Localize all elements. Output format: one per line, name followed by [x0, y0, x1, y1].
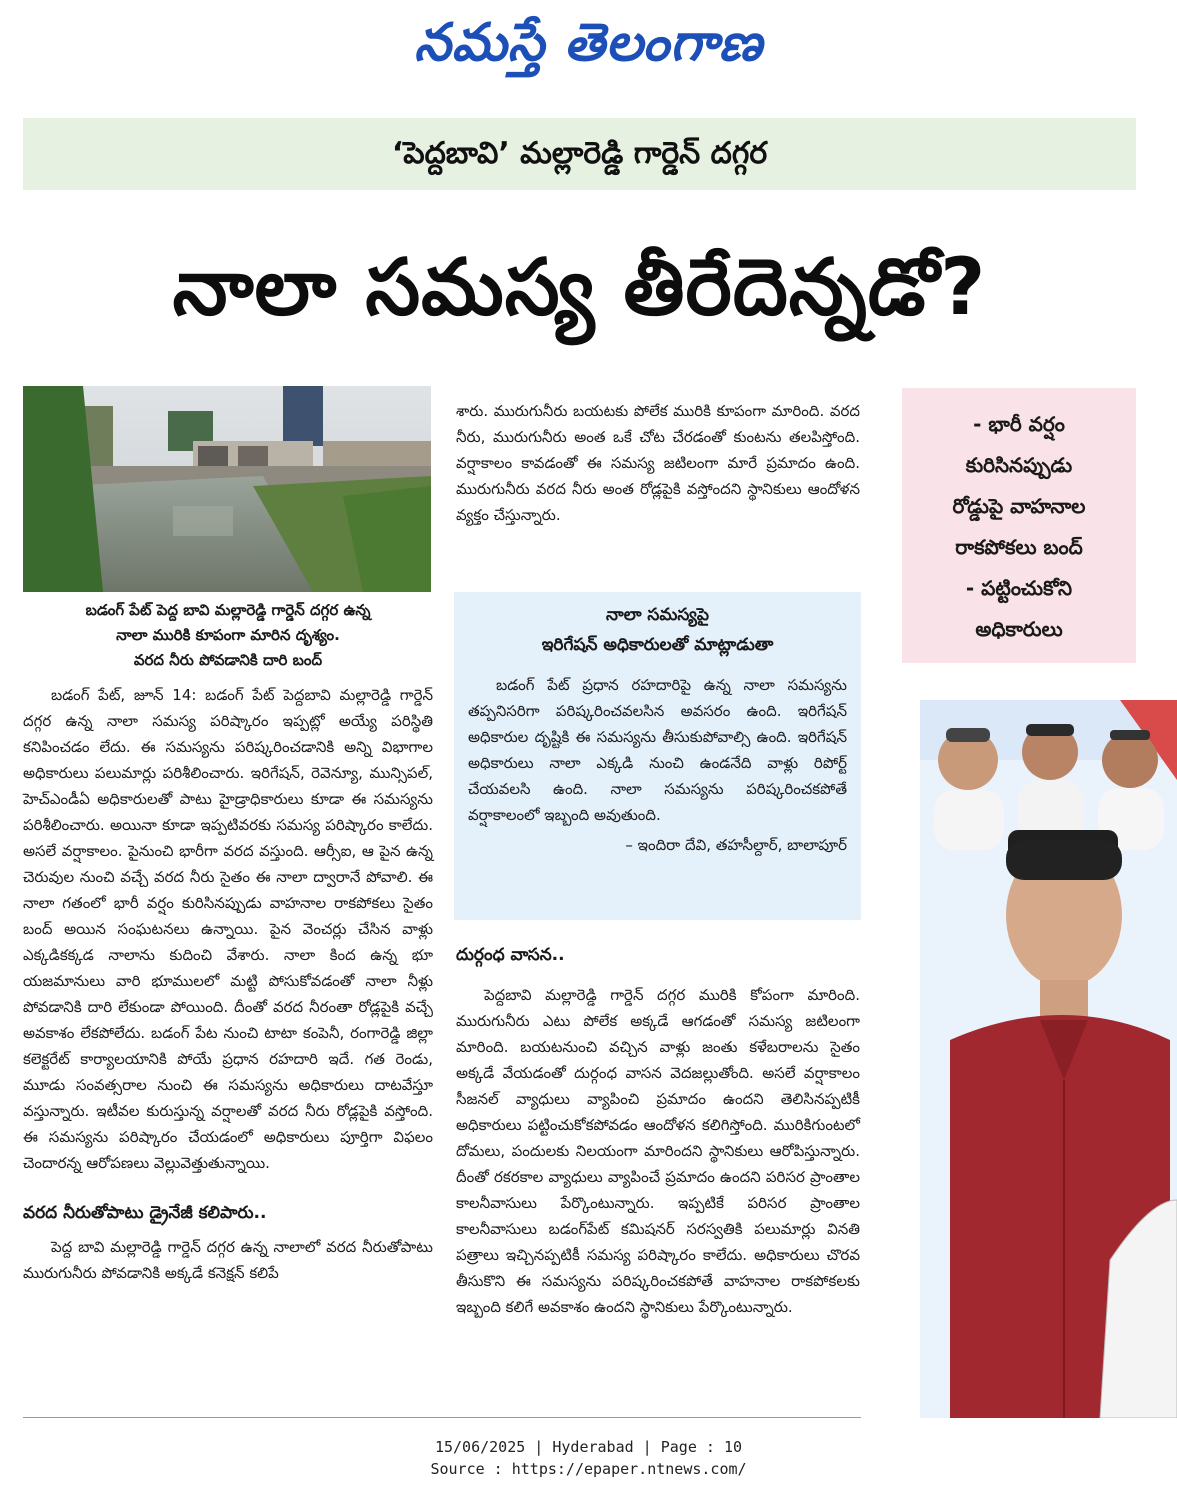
news-photo	[23, 386, 431, 592]
quote-paragraph: బడంగ్ పేట్ ప్రధాన రహదారిపై ఉన్న నాలా సమస్యను తప్పనిసరిగా పరిష్కరించవలసిన అవసరం ఉంది. ఇరిగేషన్ అధికారుల దృష్టికి ఈ సమస్యను తీసుకుపోవాల్సి ఉంది. ఇరిగేషన్ అధికారులు నాలా ఎక్కడి నుంచి ఉండనేది వాళ్లు రిపోర్ట్ చేయవలసి ఉంది. నాలా సమస్యను పరిష్కరించకపోతే వర్షాకాలంలో ఇబ్బంది అవుతుంది.	[468, 676, 847, 824]
footer-source: Source : https://epaper.ntnews.com/	[430, 1460, 747, 1478]
caption-line: నాలా మురికి కూపంగా మారిన దృశ్యం.	[116, 626, 340, 644]
article-column-1	[23, 682, 433, 1286]
highlight-line: రాకపోకలు బంద్	[955, 535, 1083, 559]
quote-signature: – ఇందిరా దేవి, తహసీల్దార్, బాలాపూర్	[625, 836, 847, 854]
politicians-ad-illustration	[920, 700, 1177, 1418]
highlight-line: - పట్టించుకోని	[965, 576, 1073, 600]
article-paragraph: పెద్ద బావి మల్లారెడ్డి గార్డెన్ దగ్గర ఉన్న నాలాలో వరద నీరుతోపాటు మురుగునీరు పోవడానికి అక్కడే కనెక్షన్ కలిపే	[23, 1238, 433, 1282]
highlights-box	[902, 388, 1136, 663]
caption-line: బడంగ్ పేట్ పెద్ద బావి మల్లారెడ్డి గార్డెన్ దగ్గర ఉన్న	[85, 601, 371, 619]
quote-title-line: నాలా సమస్యపై	[606, 605, 709, 625]
article-column-2	[456, 398, 860, 528]
article-paragraph: శారు. మురుగునీరు బయటకు పోలేక మురికి కూపంగా మారింది. వరద నీరు, మురుగునీరు అంత ఒకే చోట చేరడంతో కుంటను తలపిస్తోంది. వర్షాకాలం కావడంతో ఈ సమస్య జటిలంగా మారే ప్రమాదం ఉంది. మురుగునీరు వరద నీరు అంత రోడ్లపైకి వస్తోందని స్థానికులు ఆందోళన వ్యక్తం చేస్తున్నారు.	[456, 402, 860, 524]
official-quote-box	[454, 592, 861, 920]
kicker-text: ‘పెద్దబావి’ మల్లారెడ్డి గార్డెన్ దగ్గర	[391, 136, 768, 171]
highlight-line: రోడ్డుపై వాహనాల	[952, 494, 1086, 518]
article-paragraph: పెద్దబావి మల్లారెడ్డి గార్డెన్ దగ్గర మురికి కోపంగా మారింది. మురుగునీరు ఎటు పోలేక అక్కడే ఆగడంతో సమస్య జటిలంగా మారింది. బయటనుంచి వచ్చిన వాళ్లు జంతు కళేబరాలను సైతం అక్కడే వేయడంతో దుర్గంధ వాసన వెదజల్లుతోంది. అసలే వర్షాకాలం సీజనల్ వ్యాధులు వ్యాపించి ప్రమాదం ఉందని తెలిసినప్పటికీ అధికారులు పట్టించుకోకపోవడం ఆందోళన కలిగిస్తోంది. మురికిగుంటలో దోమలు, పందులకు నిలయంగా మారిందని స్థానికులు ఆరోపిస్తున్నారు. దీంతో రకరకాల వ్యాధులు వ్యాపించే ప్రమాదం ఉందని పరిసర ప్రాంతాల కాలనీవాసులు పేర్కొంటున్నారు. ఇప్పటికే పరిసర ప్రాంతాల కాలనీవాసులు బడంగ్‌పేట్ కమిషనర్ సరస్వతికి పలుమార్లు వినతి పత్రాలు ఇచ్చినప్పటికీ సమస్య పరిష్కారం కాలేదు. అధికారులు చొరవ తీసుకొని ఈ సమస్యను పరిష్కరించకపోతే వాహనాల రాకపోకలకు ఇబ్బంది కలిగే అవకాశం ఉందని స్థానికులు పేర్కొంటున్నారు.	[456, 986, 860, 1316]
quote-body	[454, 672, 861, 828]
masthead: నమస్తే తెలంగాణ	[414, 13, 763, 73]
footer-edition-info: 15/06/2025 | Hyderabad | Page : 10	[434, 1438, 743, 1456]
quote-title-line: ఇరిగేషన్ అధికారులతో మాట్లాడుతా	[541, 635, 774, 655]
highlight-line: అధికారులు	[975, 617, 1063, 641]
article-column-2-lower	[456, 942, 860, 1320]
kicker-band	[23, 118, 1136, 190]
highlight-line: కురిసినప్పుడు	[965, 453, 1073, 477]
section-subhead: దుర్గంధ వాసన..	[456, 945, 565, 965]
caption-line: వరద నీరు పోవడానికి దారి బంద్	[133, 651, 323, 669]
footer	[0, 1436, 1177, 1480]
advertisement-image	[920, 700, 1177, 1418]
photo-caption	[23, 598, 433, 673]
footer-rule	[23, 1417, 861, 1418]
highlight-line: - భారీ వర్షం	[973, 412, 1065, 436]
canal-photo-illustration	[23, 386, 431, 592]
article-paragraph: బడంగ్ పేట్, జూన్ 14: బడంగ్ పేట్ పెద్దబావి మల్లారెడ్డి గార్డెన్ దగ్గర ఉన్న నాలా సమస్య పరిష్కారం ఇప్పట్లో అయ్యే పరిస్థితి కనిపించడం లేదు. ఈ సమస్యను పరిష్కరించడానికి అన్ని విభాగాల అధికారులు పలుమార్లు పరిశీలించారు. ఇరిగేషన్, రెవెన్యూ, మున్సిపల్, హెచ్ఎండీఏ అధికారులతో పాటు హైడ్రాధికారులు కూడా ఈ సమస్యను పరిశీలించారు. అయినా కూడా ఇప్పటివరకు సమస్య పరిష్కారం కాలేదు. అసలే వర్షాకాలం. పైనుంచి భారీగా వరద వస్తుంది. ఆర్సీఐ, ఆ పైన ఉన్న చెరువుల నుంచి వచ్చే వరద నీరు సైతం ఈ నాలా ద్వారానే పోవాలి. ఈ నాలా గతంలో భారీ వర్షం కురిసినప్పుడు వాహనాల రాకపోకలు సైతం బంద్ అయిన సంఘటనలు ఉన్నాయి. పైన వెంచర్లు చేసిన వాళ్లు ఎక్కడికక్కడ నాలాను కుదించి వేశారు. నాలా కింద ఉన్న భూ యజమానులు వారి భూములలో మట్టి పోసుకోవడంతో నాలా నీళ్లు పోవడానికి దారి లేకుండా పోయింది. దీంతో వరద నీరంతా రోడ్లపైకి వచ్చే అవకాశం లేకపోలేదు. బడంగ్ పేట నుంచి టాటా కంపెనీ, రంగారెడ్డి జిల్లా కలెక్టరేట్ కార్యాలయానికి పోయే ప్రధాన రహదారి ఇదే. గత రెండు, మూడు సంవత్సరాల నుంచి ఈ సమస్యను అధికారులు దాటవేస్తూ వస్తున్నారు. ఇటీవల కురుస్తున్న వర్షాలతో వరద నీరు రోడ్లపైకి వస్తోంది. ఈ సమస్యను పరిష్కారం చేయడంలో అధికారులు పూర్తిగా విఫలం చెందారన్న ఆరోపణలు వెల్లువెత్తుతున్నాయి.	[23, 686, 433, 1172]
section-subhead: వరద నీరుతోపాటు డ్రైనేజీ కలిపారు..	[23, 1203, 267, 1223]
headline: నాలా సమస్య తీరేదెన్నడో?	[172, 243, 987, 333]
quote-title	[454, 600, 861, 660]
